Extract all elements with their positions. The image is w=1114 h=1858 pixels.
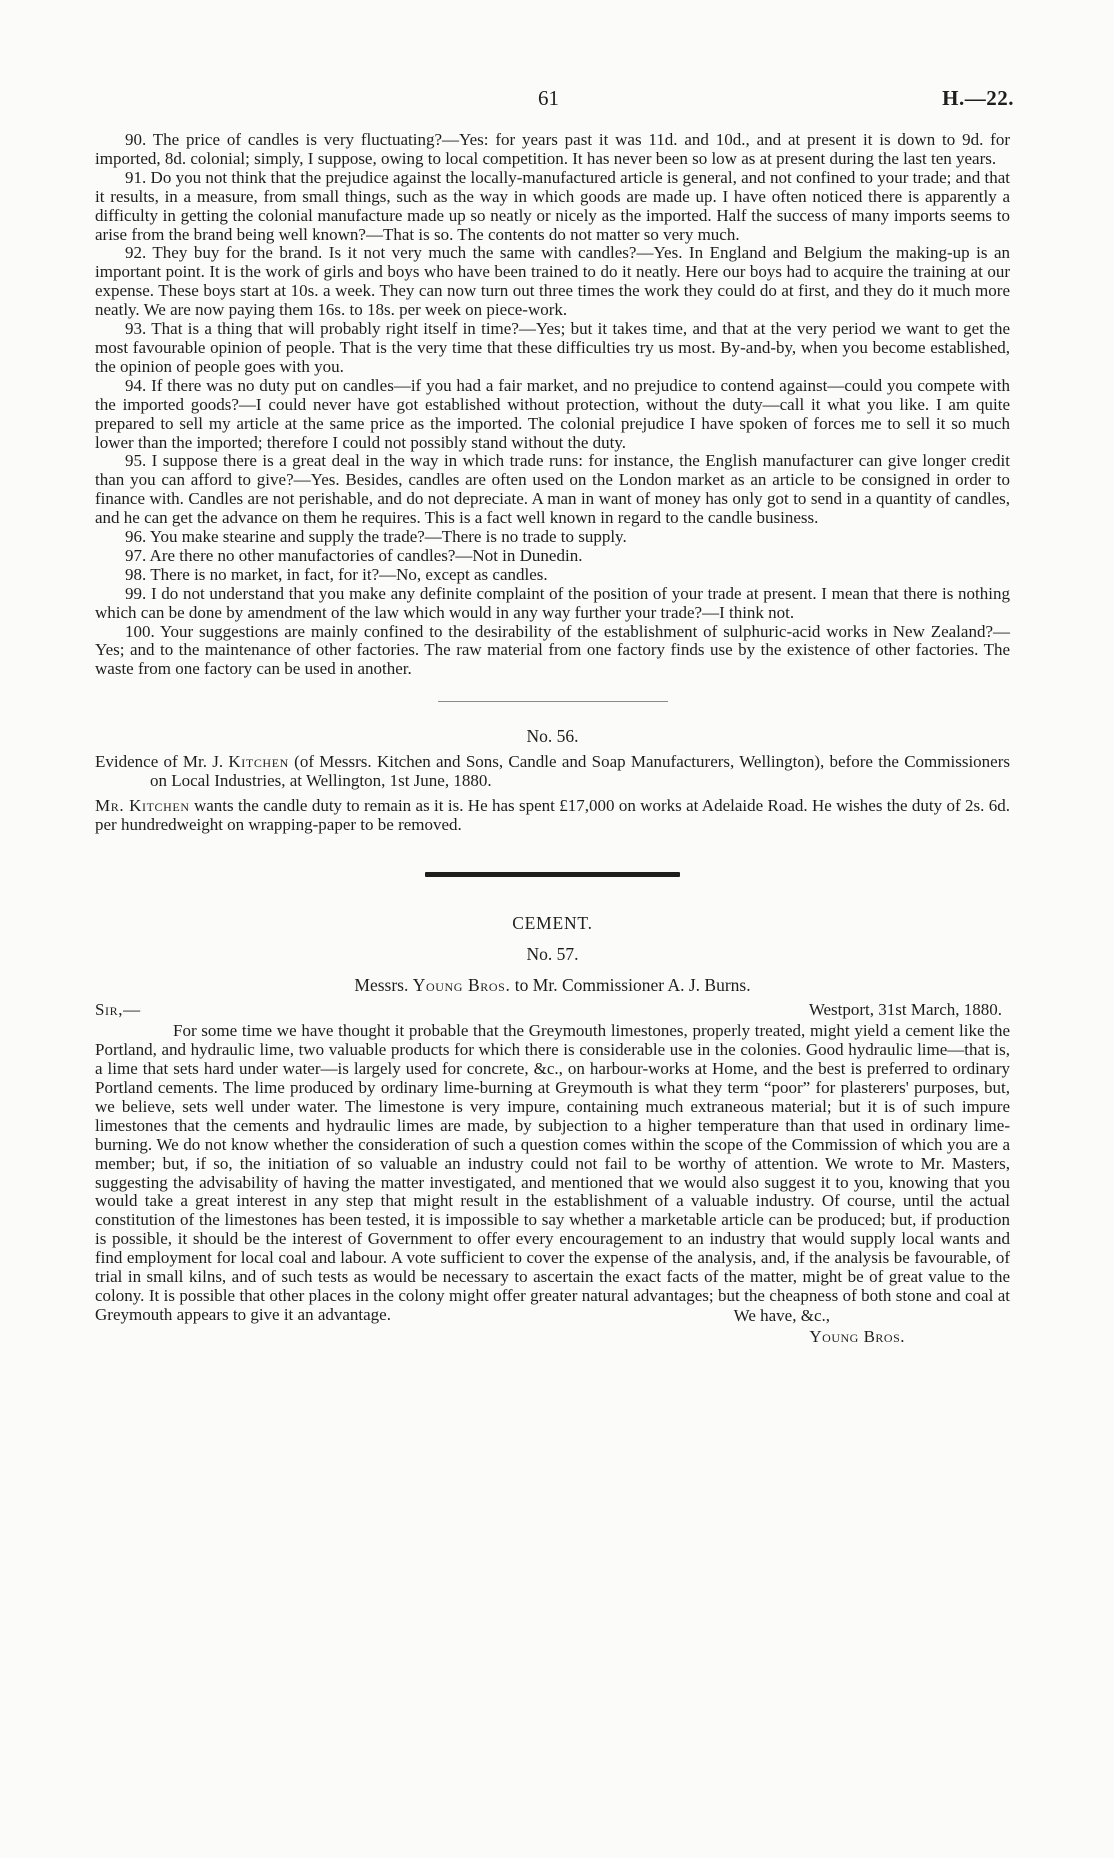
question-96: 96. You make stearine and supply the trade?—There is no trade to supply. xyxy=(125,527,627,547)
summary-text: wants the candle duty to remain as it is. He has spent £17,000 on works at Adelaide Road. He wishes the duty of 2s. 6d. per hundredweight on wrapping-paper to be removed. xyxy=(95,796,1011,835)
question-92: 92. They buy for the brand. Is it not very much the same with candles?—Yes. In England and Belgium the making-up is an important point. It is the work of girls and boys who have been trained to do it neatly. Here our boys had to acquire the training at our expense. These boys start at 10s. a week. They can now turn out three times the work they could do at first, and they do it much more neatly. We are now paying them 16s. to 18s. per week on piece-work. xyxy=(95,243,1010,320)
section-number-56: No. 56. xyxy=(526,726,579,747)
question-93: 93. That is a thing that will probably right itself in time?—Yes; but it takes time, and that at the very period we want to get the most favourable opinion of people. That is the very time that these difficulties try us most. By-and-by, when you become established, the opinion of people goes with you. xyxy=(95,319,1010,376)
question-91: 91. Do you not think that the prejudice against the locally-manufactured article is general, and not confined to your trade; and that it results, in a measure, from small things, such as the way in which goods are made up. I have often noticed there is apparently a difficulty in getting the colonial manufacture made up so neatly or nicely as the imported. Half the success of many imports seems to arise from the brand being well known?—That is so. The contents do not matter so very much. xyxy=(95,167,1010,244)
letter-signature: Young Bros. xyxy=(809,1326,905,1346)
summary-name: Mr. Kitchen xyxy=(95,796,190,816)
letter-recipient: to Mr. Commissioner A. J. Burns. xyxy=(514,975,751,996)
question-90: 90. The price of candles is very fluctuating?—Yes: for years past it was 11d. and 10d., and at present it is down to 9d. for imported, 8d. colonial; simply, I suppose, owing to local competition. It has never been so low as at present during the last ten years. xyxy=(95,130,1010,168)
evidence-summary xyxy=(95,796,1010,834)
question-98: 98. There is no market, in fact, for it?—No, except as candles. xyxy=(125,564,548,584)
witness-name: Kitchen xyxy=(228,752,289,772)
salutation-line xyxy=(95,1000,1010,1020)
letter-sender: Young Bros. xyxy=(412,975,511,996)
question-95: 95. I suppose there is a great deal in the way in which trade runs: for instance, the English manufacturer can give longer credit than you can afford to give?—Yes. Besides, candles are often used on the London market as an article to be consigned in order to finance with. Candles are not perishable, and do not depreciate. A man in want of money has only got to send in a quantity of candles, and he can get the advance on them he requires. This is a fact well known in regard to the candle business. xyxy=(95,451,1010,528)
document-reference: H.—22. xyxy=(942,86,1014,110)
evidence-heading xyxy=(95,752,1010,790)
question-99: 99. I do not understand that you make any definite complaint of the position of your trade at present. I mean that there is nothing which can be done by amendment of the law which would in any way further your trade?—I think not. xyxy=(95,583,1010,622)
question-97: 97. Are there no other manufactories of candles?—Not in Dunedin. xyxy=(125,545,583,565)
heavy-divider xyxy=(425,872,680,877)
letter-signoff xyxy=(95,1305,1010,1365)
page-number: 61 xyxy=(538,86,559,110)
letter-from-prefix: Messrs. xyxy=(354,975,409,996)
question-94: 94. If there was no duty put on candles—if you had a fair market, and no prejudice to contend against—could you compete with the imported goods?—I could never have got established without protection, without the duty—call it what you like. I am quite prepared to sell my article at the same price as the imported. The colonial prejudice I have spoken of forces me to sell it so much lower than the imported; therefore I could not possibly stand without the duty. xyxy=(95,375,1010,452)
cement-heading: CEMENT. xyxy=(512,913,593,934)
page-header xyxy=(0,86,1114,116)
evidence-details: (of Messrs. Kitchen and Sons, Candle and Soap Manufacturers, Wellington), before the Commissioners on Local Industries, at Wellington, 1st June, 1880. xyxy=(150,752,1011,791)
page-body xyxy=(95,131,1010,1365)
evidence-questions xyxy=(95,131,1010,679)
place-date: Westport, 31st March, 1880. xyxy=(808,1000,1002,1020)
section-divider xyxy=(438,701,668,702)
salutation: Sir,— xyxy=(95,1000,141,1020)
section-number-57: No. 57. xyxy=(526,944,579,965)
letter-body: For some time we have thought it probable that the Greymouth limestones, properly treated, might yield a cement like the Portland, and hydraulic lime, two valuable products for which there is considerable use in the colonies. Good hydraulic lime—that is, a lime that sets hard under water—is largely used for concrete, &c., on harbour-works at Home, and the best is preferred to ordinary Portland cements. The lime produced by ordinary lime-burning at Greymouth is what they term “poor” for plasterers' purposes, but, we believe, sets well under water. The limestone is very impure, containing much extraneous material; but it is of such impure limestones that the cements and hydraulic limes are made, by subjection to a higher temperature than that used in ordinary lime-burning. We do not know whether the consideration of such a question comes within the scope of the Commission of which you are a member; but, if so, the initiation of so valuable an industry could not fail to be worthy of attention. We wrote to Mr. Masters, suggesting the advisability of having the matter investigated, and mentioned that we would also suggest it to you, knowing that you would take a great interest in any step that might result in the establishment of a valuable industry. Of course, until the actual constitution of the limestones has been tested, it is impossible to say whether a marketable article can be produced; but, if production is possible, it should be the interest of Government to offer every encouragement to an industry that would supply local wants and find employment for local coal and labour. A vote sufficient to cover the expense of the analysis, and, if the analysis be favourable, of trial in small kilns, and of such tests as would be necessary to ascertain the exact facts of the matter, might be of great value to the colony. It is possible that other places in the colony might offer greater natural advantages; but the cheapness of both stone and coal at Greymouth appears to give it an advantage. xyxy=(95,1021,1010,1324)
letter-closing: We have, &c., xyxy=(733,1305,830,1325)
letter-heading xyxy=(95,975,1010,996)
question-100: 100. Your suggestions are mainly confined to the desirability of the establishment of sulphuric-acid works in New Zealand?—Yes; and to the maintenance of other factories. The raw material from one factory finds use by the existence of other factories. The waste from one factory can be used in another. xyxy=(95,621,1010,679)
evidence-intro: Evidence of Mr. J. xyxy=(95,752,224,772)
